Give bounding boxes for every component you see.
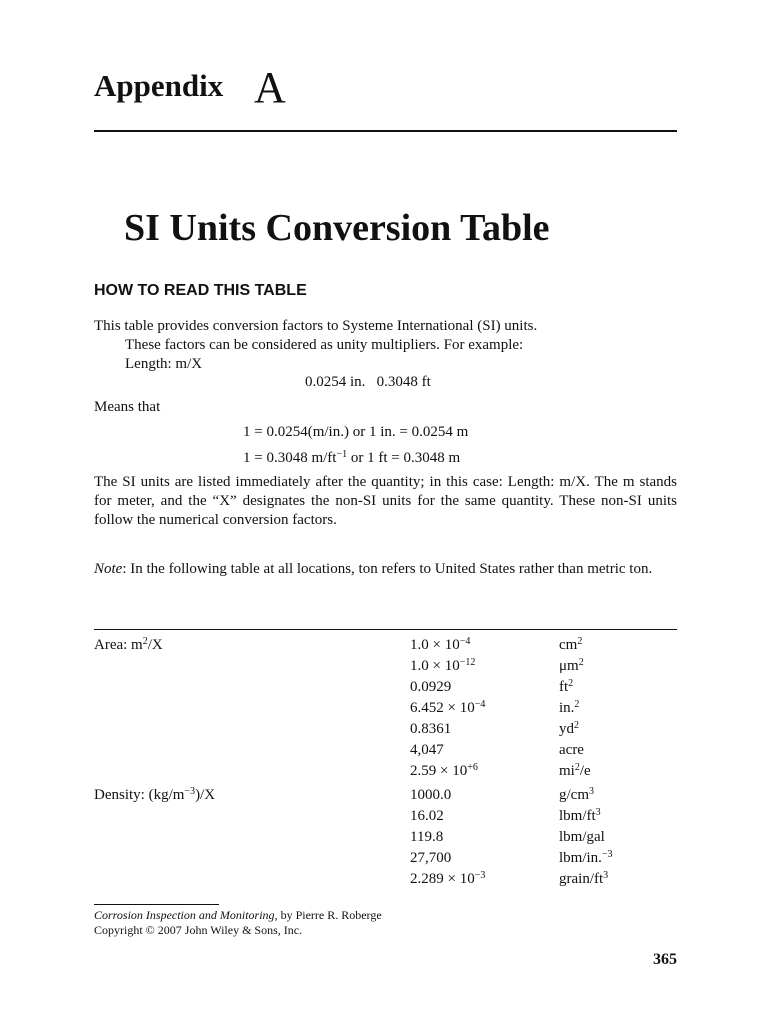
unit-name-exponent: 2 <box>574 720 579 731</box>
unit-name-base: yd <box>559 721 574 737</box>
conversion-factor-exponent: −12 <box>459 657 476 668</box>
page-number: 365 <box>653 951 677 968</box>
unit-name-base: mi <box>559 763 575 779</box>
conversion-factor-exponent: −4 <box>459 636 471 647</box>
area-quantity-label-base: Area: m <box>94 637 143 653</box>
unit-name-exponent: 3 <box>589 786 594 797</box>
intro-line-2: These factors can be considered as unity multipliers. For example: <box>125 337 524 353</box>
appendix-label: Appendix <box>94 68 224 103</box>
conversion-factor-base: 119.8 <box>410 829 444 845</box>
unit-name <box>559 827 605 848</box>
equation-2-suffix: or 1 ft = 0.3048 m <box>347 450 461 466</box>
conversion-factor <box>410 635 470 656</box>
conversion-factor-base: 6.452 × 10 <box>410 700 475 716</box>
unit-name-base: g/cm <box>559 787 589 803</box>
conversion-factor <box>410 740 444 761</box>
unit-name-exponent: 3 <box>595 807 601 818</box>
note-label: Note <box>94 561 123 577</box>
conversion-factor-exponent: +6 <box>467 762 478 773</box>
unit-name-base: grain/ft <box>559 871 604 887</box>
conversion-factor <box>410 785 451 806</box>
note-text: : In the following table at all locations, ton refers to United States rather than metric ton. <box>122 561 653 577</box>
unit-name-base: lbm/ft <box>559 808 596 824</box>
unit-name <box>559 740 584 761</box>
conversion-factor-base: 1000.0 <box>410 787 452 803</box>
conversion-factor-base: 4,047 <box>410 742 444 758</box>
appendix-letter: A <box>254 63 286 112</box>
density-quantity-label-base: Density: (kg/m <box>94 787 185 803</box>
unit-name <box>559 677 573 698</box>
equation-2-exponent: −1 <box>336 449 348 460</box>
unit-name-base: ft <box>559 679 569 695</box>
conversion-factor-base: 0.8361 <box>410 721 452 737</box>
conversion-factor-exponent: −3 <box>474 870 486 881</box>
unit-name <box>559 806 601 827</box>
copyright-line: Copyright © 2007 John Wiley & Sons, Inc. <box>94 923 303 937</box>
explanation-paragraph: The SI units are listed immediately after the quantity; in this case: Length: m/X. The m stands for meter, and the “X” designates the non-SI units for the same quantity. These non-SI units follow the numerical conversion factors. <box>94 474 677 528</box>
footer-credit <box>94 908 382 938</box>
conversion-factor-base: 0.0929 <box>410 679 452 695</box>
equation-2-base: 1 = 0.3048 m/ft <box>243 450 337 466</box>
page-title: SI Units Conversion Table <box>124 207 550 249</box>
conversion-factor-exponent: −4 <box>474 699 486 710</box>
unit-name <box>559 698 579 719</box>
area-quantity-label-suffix: /X <box>147 637 163 653</box>
unit-name-exponent: 2 <box>568 678 574 689</box>
conversion-factor <box>410 827 443 848</box>
book-author: , by Pierre R. Roberge <box>274 908 382 922</box>
example-values: 0.0254 in. 0.3048 ft <box>305 374 431 390</box>
unit-name <box>559 848 613 869</box>
conversion-factor-base: 1.0 × 10 <box>410 658 460 674</box>
density-quantity-label-exponent: −3 <box>184 786 196 797</box>
conversion-factor <box>410 761 478 782</box>
intro-line-1: This table provides conversion factors to Systeme International (SI) units. <box>94 318 538 334</box>
conversion-factor <box>410 719 451 740</box>
unit-name-exponent: 2 <box>574 762 580 773</box>
unit-name-exponent: 3 <box>603 870 609 881</box>
density-quantity-label-suffix: )/X <box>195 787 216 803</box>
conversion-factor-base: 2.59 × 10 <box>410 763 468 779</box>
note-paragraph <box>94 560 677 579</box>
header-rule <box>94 130 677 132</box>
unit-name-exponent: −3 <box>601 849 613 860</box>
unit-name-exponent: 2 <box>574 699 580 710</box>
unit-name-exponent: 2 <box>578 657 584 668</box>
equation-1: 1 = 0.0254(m/in.) or 1 in. = 0.0254 m <box>243 424 469 440</box>
conversion-factor <box>410 806 444 827</box>
unit-name <box>559 761 591 782</box>
area-quantity-label <box>94 635 163 656</box>
conversion-factor-base: 2.289 × 10 <box>410 871 475 887</box>
unit-name-exponent: 2 <box>577 636 583 647</box>
section-heading: HOW TO READ THIS TABLE <box>94 282 307 299</box>
unit-name <box>559 785 594 806</box>
means-that-label: Means that <box>94 399 161 415</box>
unit-name-base: μm <box>559 658 579 674</box>
footer-citation <box>94 908 382 923</box>
unit-name <box>559 656 584 677</box>
conversion-factor <box>410 677 451 698</box>
conversion-factor-base: 1.0 × 10 <box>410 637 460 653</box>
footnote-rule <box>94 904 219 905</box>
unit-name-base: lbm/gal <box>559 829 605 845</box>
unit-name-base: lbm/in. <box>559 850 602 866</box>
conversion-factor <box>410 869 485 890</box>
conversion-factor <box>410 656 475 677</box>
conversion-factor-base: 27,700 <box>410 850 452 866</box>
table-rule <box>94 629 677 630</box>
area-quantity-label-exponent: 2 <box>142 636 148 647</box>
unit-name-suffix: /e <box>579 763 591 779</box>
unit-name <box>559 869 608 890</box>
equation-2 <box>243 449 460 468</box>
unit-name <box>559 719 579 740</box>
unit-name-base: acre <box>559 742 584 758</box>
conversion-factor <box>410 698 485 719</box>
unit-name <box>559 635 582 656</box>
book-title: Corrosion Inspection and Monitoring <box>94 908 275 922</box>
density-quantity-label <box>94 785 215 806</box>
unit-name-base: in. <box>559 700 575 716</box>
conversion-factor-base: 16.02 <box>410 808 444 824</box>
intro-line-3: Length: m/X <box>125 356 203 372</box>
unit-name-base: cm <box>559 637 578 653</box>
conversion-factor <box>410 848 451 869</box>
